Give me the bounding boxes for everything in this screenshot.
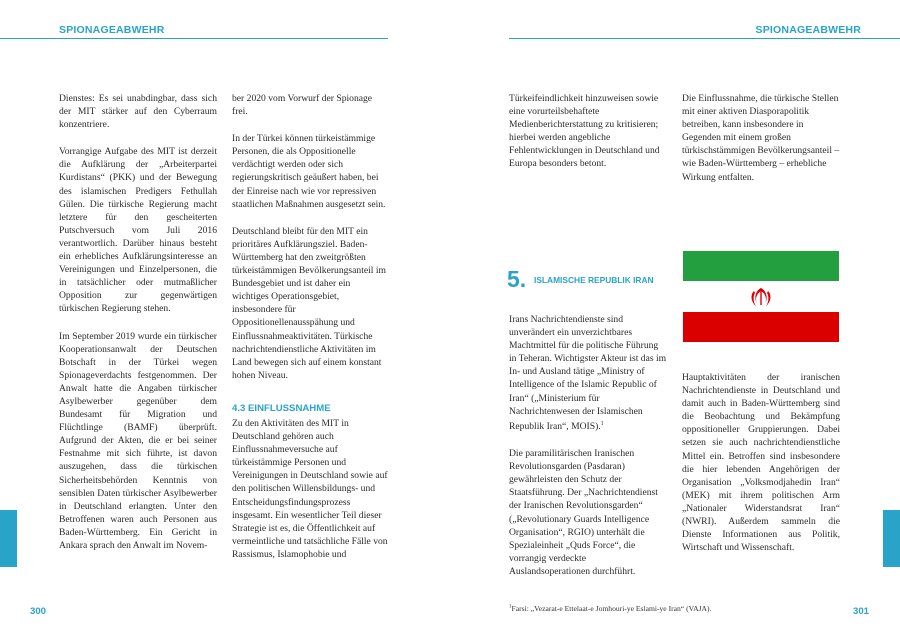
header-rule-right: [509, 38, 900, 39]
paragraph: Die paramilitärischen Iranischen Revolutionsgarden (Pasdaran) gewährleisten den Schutz der Staatsführung. Der „Nachrichtendienst der Iranischen Revolutionsgarden“ („Revolutionary Guards Intelligence Organisation“, RGIO) unterhält die Spezialeinheit „Quds Force“, die vorrangig verdeckte Auslandsoperationen durchführt.: [509, 448, 658, 577]
subheading-einflussnahme: 4.3 EINFLUSSNAHME: [232, 402, 331, 414]
footnote-text: Farsi: „Vezarat-e Ettelaat-e Jomhouri-ye Eslami-ye Iran“ (VAJA).: [511, 604, 712, 613]
paragraph: In der Türkei können türkeistämmige Personen, die als Oppositionelle verdächtigt werden oder sich regierungskritisch geäußert haben, bei der Einreise nach wie vor repressiven staatlichen Maßnahmen ausgesetzt sein.: [232, 133, 386, 210]
paragraph: Die Einflussnahme, die türkische Stellen mit einer aktiven Diasporapolitik betreiben, kann insbesondere in Gegenden mit einem großen türkischstämmigen Bevölkerungsanteil – wie Baden-Württemberg – erhebliche Wirkung entfalten.: [682, 93, 840, 183]
paragraph: ber 2020 vom Vorwurf der Spionage frei.: [232, 93, 373, 118]
right-page-column-2-body: [682, 371, 840, 568]
left-page-column-1: [59, 92, 217, 566]
running-header-right: SPIONAGEABWEHR: [755, 24, 861, 36]
paragraph: Deutschland bleibt für den MIT ein prioritäres Aufklärungsziel. Baden-Württemberg hat den zweitgrößten türkeistämmigen Bevölkerungsanteil im Bundesgebiet und ist daher ein wichtiges Operationsgebiet, insbesondere für Oppositionellenausspähung und Einflussnahmeaktivitäten. Türkische nachrichtendienstliche Aktivitäten im Land bewegen sich auf einem konstant hohen Niveau.: [232, 225, 387, 381]
paragraph: Im September 2019 wurde ein türkischer Kooperationsanwalt der Deutschen Botschaft in der Türkei wegen Spionageverdachts festgenommen. Der Anwalt hatte die Angaben türkischer Asylbewerber gegenüber dem Bundesamt für Migration und Flüchtlinge (BAMF) überprüft. Aufgrund der Akten, die er bei seiner Festnahme mit sich führte, ist davon auszugehen, dass die türkischen Sicherheitsbehörden Kenntnis von sensiblen Daten türkischer Asylbewerber in Deutschland erlangten. Unter den Betroffenen waren auch Personen aus Baden-Württemberg. Ein Gericht in Ankara sprach den Anwalt im Novem-: [59, 330, 217, 551]
footnote-ref: 1: [600, 420, 604, 427]
paragraph: Vorrangige Aufgabe des MIT ist derzeit die Aufklärung der „Arbeiterpartei Kurdistans“ (PKK) und der Bewegung des islamischen Predigers Fethullah Gülen. Die türkische Regierung macht letztere für den gescheiterten Putschversuch vom Juli 2016 verantwortlich. Darüber hinaus besteht ein erhebliches Aufklärungsinteresse an Vereinigungen und Einzelpersonen, die in tatsächlicher oder mutmaßlicher Opposition zur gegenwärtigen türkischen Regierung stehen.: [59, 146, 217, 315]
right-page-column-2-top: [682, 92, 840, 198]
paragraph: Türkeifeindlichkeit hinzuweisen sowie eine vorurteilsbehaftete Medienberichterstattung zu kritisieren; hierbei werden angebliche Fehlentwicklungen in Deutschland und Europa besonders betont.: [509, 93, 660, 170]
header-rule-left: [0, 38, 388, 39]
paragraph: Irans Nachrichtendienste sind unverändert ein unverzichtbares Machtmittel für die politische Führung in Teheran. Wichtigster Akteur ist das im In- und Ausland tätige „Ministry of Intelligence of the Islamic Republic of Iran“ („Ministerium für Nachrichtenwesen der Islamischen Republik Iran“, MOIS).$^1$: [509, 314, 667, 432]
right-page-column-1-body: [509, 313, 668, 592]
section-number: 5.: [507, 266, 527, 292]
footnote-marker: 1: [509, 604, 512, 610]
flag-green-band: [683, 251, 839, 281]
page-number-left: 300: [30, 606, 47, 617]
footnote: [509, 604, 711, 613]
flag-red-band: [683, 312, 839, 342]
thumb-tab-right: [883, 510, 900, 567]
right-page-column-1-top: [509, 92, 668, 185]
running-header-left: SPIONAGEABWEHR: [59, 24, 165, 36]
thumb-tab-left: [0, 510, 17, 567]
left-page-column-2: [232, 92, 389, 575]
section-title: ISLAMISCHE REPUBLIK IRAN: [534, 275, 654, 285]
paragraph: Hauptaktivitäten der iranischen Nachrichtendienste in Deutschland und damit auch in Baden-Württemberg sind die Beobachtung und Bekämpfung oppositioneller Gruppierungen. Dabei setzen sie auch nachrichtendienstliche Mittel ein. Betroffen sind insbesondere die hier lebenden Angehörigen der Organisation „Volksmodjahedin Iran“ (MEK) mit ihrem politischen Arm „Nationaler Widerstandsrat Iran“ (NWRI). Außerdem sammeln die Dienste Informationen aus Politik, Wirtschaft und Wissenschaft.: [682, 372, 840, 554]
paragraph: Dienstes: Es sei unabdingbar, dass sich der MIT stärker auf den Cyberraum konzentriere.: [59, 93, 217, 131]
iran-flag: [683, 251, 839, 342]
paragraph: Zu den Aktivitäten des MIT in Deutschland gehören auch Einflussnahmeversuche auf türkeistämmige Personen und Vereinigungen in Deutschland sowie auf den politischen Willensbildungs- und Entscheidungsfindungsprozess insgesamt. Ein wesentlicher Teil dieser Strategie ist es, die Öffentlichkeit auf vermeintliche und tatsächliche Fälle von Rassismus, Islamophobie und: [232, 417, 388, 560]
section-heading: [493, 258, 668, 298]
page-number-right: 301: [853, 606, 870, 617]
